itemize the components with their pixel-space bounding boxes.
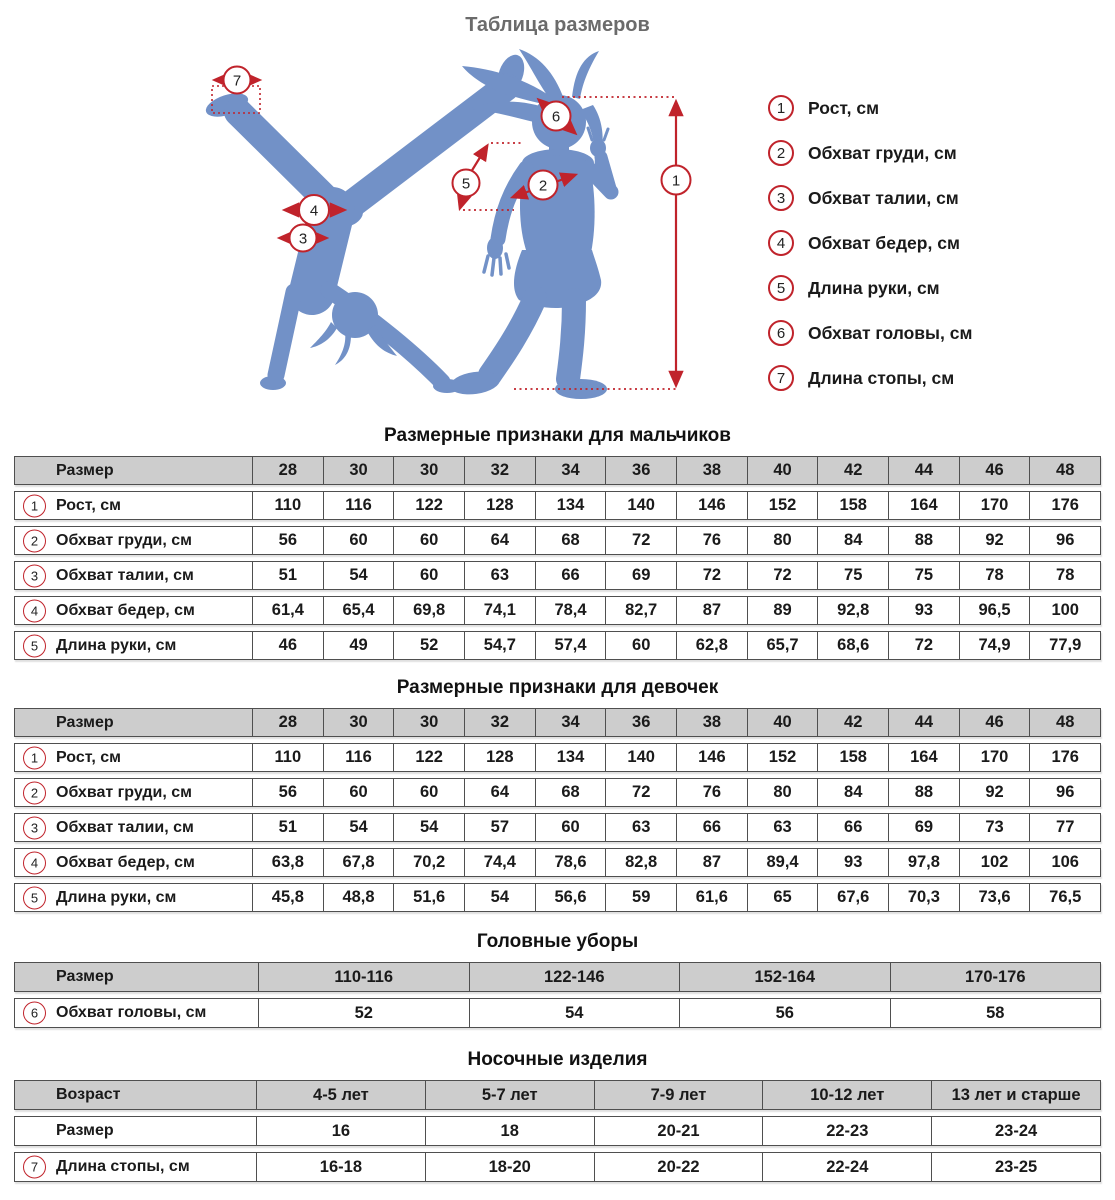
column-header-cell: 34 — [535, 457, 606, 484]
table-cell: 63 — [747, 814, 818, 841]
table-cell: 64 — [464, 527, 535, 554]
table-cell: 18-20 — [425, 1153, 594, 1181]
table-cell: 66 — [535, 562, 606, 589]
table-row — [14, 526, 1101, 555]
column-header-cell: 122-146 — [469, 963, 680, 991]
table-cell: 78,4 — [535, 597, 606, 624]
table-cell: 54 — [464, 884, 535, 911]
legend-item — [768, 320, 972, 346]
row-label: Размер — [56, 1122, 114, 1139]
table-cell: 96 — [1029, 527, 1100, 554]
table-cell: 100 — [1029, 597, 1100, 624]
column-header-cell: 36 — [605, 709, 676, 736]
marker-chest — [529, 171, 558, 200]
table-cell: 158 — [817, 492, 888, 519]
table-row — [14, 631, 1101, 660]
table-cell: 80 — [747, 527, 818, 554]
legend-label: Обхват талии, см — [808, 187, 959, 208]
table-cell: 72 — [605, 779, 676, 806]
table-cell: 146 — [676, 744, 747, 771]
row-label-cell — [15, 492, 252, 519]
row-marker-number: 3 — [23, 564, 46, 587]
table-cell: 69 — [888, 814, 959, 841]
table-cell: 51,6 — [393, 884, 464, 911]
legend-number: 5 — [768, 275, 794, 301]
column-header-cell: 5-7 лет — [425, 1081, 594, 1109]
row-label-cell — [15, 814, 252, 841]
table-cell: 84 — [817, 779, 888, 806]
table-header-row — [14, 708, 1101, 737]
table-cell: 65,4 — [323, 597, 394, 624]
table-header-row — [14, 962, 1101, 992]
table-cell: 70,3 — [888, 884, 959, 911]
table-cell: 87 — [676, 849, 747, 876]
legend-label: Рост, см — [808, 97, 880, 118]
table-cell: 18 — [425, 1117, 594, 1145]
table-cell: 63 — [464, 562, 535, 589]
row-label: Обхват груди, см — [56, 783, 192, 801]
table-cell: 96 — [1029, 779, 1100, 806]
legend-item — [768, 275, 972, 301]
table-row — [14, 596, 1101, 625]
table-cell: 48,8 — [323, 884, 394, 911]
table-cell: 78 — [959, 562, 1030, 589]
table-cell: 60 — [535, 814, 606, 841]
table-cell: 52 — [258, 999, 469, 1027]
table-row — [14, 813, 1101, 842]
column-header-cell: 32 — [464, 457, 535, 484]
table-cell: 56,6 — [535, 884, 606, 911]
table-cell: 110 — [252, 744, 323, 771]
table-cell: 134 — [535, 492, 606, 519]
table-cell: 72 — [676, 562, 747, 589]
table-cell: 122 — [393, 492, 464, 519]
table-row — [14, 1152, 1101, 1182]
table-cell: 82,7 — [605, 597, 676, 624]
table-cell: 59 — [605, 884, 676, 911]
row-marker-number: 6 — [23, 1002, 46, 1025]
row-label: Обхват головы, см — [56, 1004, 207, 1021]
table-cell: 78 — [1029, 562, 1100, 589]
column-header-cell: 110-116 — [258, 963, 469, 991]
table-cell: 54 — [323, 562, 394, 589]
table-cell: 92,8 — [817, 597, 888, 624]
row-label: Обхват талии, см — [56, 566, 194, 584]
table-cell: 140 — [605, 744, 676, 771]
table-cell: 134 — [535, 744, 606, 771]
table-cell: 92 — [959, 527, 1030, 554]
table-cell: 68 — [535, 527, 606, 554]
column-header-cell: 30 — [323, 709, 394, 736]
column-header-cell: 28 — [252, 457, 323, 484]
legend-label: Обхват груди, см — [808, 142, 957, 163]
legend-label: Обхват головы, см — [808, 322, 973, 343]
svg-text:4: 4 — [309, 202, 319, 220]
table-cell: 72 — [747, 562, 818, 589]
table-cell: 57 — [464, 814, 535, 841]
table-cell: 164 — [888, 744, 959, 771]
row-label: Рост, см — [56, 496, 121, 514]
column-header-cell: 44 — [888, 709, 959, 736]
row-marker-number: 4 — [23, 599, 46, 622]
socks-size-table — [14, 1080, 1101, 1182]
page-title: Таблица размеров — [465, 14, 650, 36]
headwear-size-table — [14, 962, 1101, 1028]
table-row — [14, 848, 1101, 877]
column-header-label: Размер — [56, 713, 114, 731]
table-cell: 82,8 — [605, 849, 676, 876]
table-cell: 146 — [676, 492, 747, 519]
table-cell: 75 — [888, 562, 959, 589]
row-label-cell — [15, 884, 252, 911]
svg-text:7: 7 — [232, 72, 242, 90]
table-cell: 23-25 — [931, 1153, 1100, 1181]
row-label-cell — [15, 597, 252, 624]
table-cell: 54 — [393, 814, 464, 841]
table-cell: 76 — [676, 779, 747, 806]
table-header-row — [14, 456, 1101, 485]
legend-label: Длина стопы, см — [808, 367, 955, 388]
row-marker-number: 1 — [23, 494, 46, 517]
row-label: Длина руки, см — [56, 636, 177, 654]
table-cell: 63,8 — [252, 849, 323, 876]
table-cell: 60 — [323, 527, 394, 554]
legend-item — [768, 95, 972, 121]
marker-arm-length — [453, 170, 480, 197]
column-header-cell: 36 — [605, 457, 676, 484]
table-cell: 68,6 — [817, 632, 888, 659]
table-cell: 46 — [252, 632, 323, 659]
table-cell: 23-24 — [931, 1117, 1100, 1145]
legend-label: Длина руки, см — [808, 277, 940, 298]
row-label: Обхват груди, см — [56, 531, 192, 549]
column-header-cell: 30 — [393, 457, 464, 484]
table-cell: 63 — [605, 814, 676, 841]
table-cell: 16 — [256, 1117, 425, 1145]
table-cell: 176 — [1029, 744, 1100, 771]
table-cell: 60 — [393, 562, 464, 589]
column-header-cell: 42 — [817, 709, 888, 736]
table-cell: 60 — [393, 779, 464, 806]
table-row — [14, 778, 1101, 807]
row-marker-number: 2 — [23, 529, 46, 552]
table-cell: 70,2 — [393, 849, 464, 876]
column-header-cell: 32 — [464, 709, 535, 736]
column-header-label: Размер — [56, 968, 114, 985]
marker-hips — [299, 195, 329, 225]
table-header-row — [14, 1080, 1101, 1110]
table-cell: 74,4 — [464, 849, 535, 876]
table-cell: 56 — [252, 527, 323, 554]
table-cell: 20-21 — [594, 1117, 763, 1145]
table-cell: 65 — [747, 884, 818, 911]
column-header-cell: 152-164 — [679, 963, 890, 991]
column-header-cell: 40 — [747, 457, 818, 484]
legend-number: 3 — [768, 185, 794, 211]
marker-height — [662, 166, 691, 195]
marker-waist — [290, 225, 317, 252]
table-cell: 93 — [888, 597, 959, 624]
table-cell: 60 — [605, 632, 676, 659]
table-cell: 110 — [252, 492, 323, 519]
legend-item — [768, 365, 972, 391]
table-cell: 170 — [959, 744, 1030, 771]
column-header-cell: 38 — [676, 709, 747, 736]
column-header-cell: 30 — [393, 709, 464, 736]
table-cell: 20-22 — [594, 1153, 763, 1181]
row-label-cell — [15, 562, 252, 589]
socks-section-title: Носочные изделия — [467, 1049, 648, 1070]
table-cell: 60 — [323, 779, 394, 806]
column-header-cell: 7-9 лет — [594, 1081, 763, 1109]
table-cell: 76,5 — [1029, 884, 1100, 911]
row-label: Обхват талии, см — [56, 818, 194, 836]
table-cell: 84 — [817, 527, 888, 554]
table-cell: 152 — [747, 744, 818, 771]
table-cell: 57,4 — [535, 632, 606, 659]
row-label-cell — [15, 527, 252, 554]
table-cell: 68 — [535, 779, 606, 806]
legend-number: 4 — [768, 230, 794, 256]
table-cell: 51 — [252, 814, 323, 841]
column-header-cell: 34 — [535, 709, 606, 736]
legend-number: 6 — [768, 320, 794, 346]
table-cell: 170 — [959, 492, 1030, 519]
row-marker-number: 2 — [23, 781, 46, 804]
row-label: Рост, см — [56, 748, 121, 766]
table-cell: 56 — [679, 999, 890, 1027]
table-cell: 96,5 — [959, 597, 1030, 624]
table-cell: 78,6 — [535, 849, 606, 876]
table-cell: 61,4 — [252, 597, 323, 624]
column-header-label: Размер — [56, 461, 114, 479]
table-cell: 80 — [747, 779, 818, 806]
column-header-cell: 28 — [252, 709, 323, 736]
marker-head — [542, 102, 571, 131]
table-cell: 128 — [464, 492, 535, 519]
table-cell: 61,6 — [676, 884, 747, 911]
row-marker-number: 5 — [23, 634, 46, 657]
table-cell: 64 — [464, 779, 535, 806]
measurements-legend — [768, 95, 972, 410]
table-cell: 140 — [605, 492, 676, 519]
svg-text:1: 1 — [671, 172, 681, 190]
table-cell: 45,8 — [252, 884, 323, 911]
svg-text:6: 6 — [551, 108, 561, 126]
table-cell: 88 — [888, 779, 959, 806]
table-cell: 87 — [676, 597, 747, 624]
column-header-cell: 46 — [959, 709, 1030, 736]
column-header-cell: 30 — [323, 457, 394, 484]
table-cell: 152 — [747, 492, 818, 519]
svg-text:3: 3 — [298, 230, 308, 248]
table-cell: 54,7 — [464, 632, 535, 659]
table-cell: 76 — [676, 527, 747, 554]
column-header-cell: 4-5 лет — [256, 1081, 425, 1109]
table-cell: 122 — [393, 744, 464, 771]
table-cell: 65,7 — [747, 632, 818, 659]
column-header-label: Возраст — [56, 1086, 121, 1103]
row-label: Обхват бедер, см — [56, 601, 195, 619]
table-cell: 67,8 — [323, 849, 394, 876]
row-label-cell — [15, 779, 252, 806]
column-header-cell: 40 — [747, 709, 818, 736]
row-label: Длина руки, см — [56, 888, 177, 906]
table-cell: 51 — [252, 562, 323, 589]
legend-item — [768, 185, 972, 211]
legend-item — [768, 140, 972, 166]
row-label-cell — [15, 1117, 256, 1145]
table-cell: 69 — [605, 562, 676, 589]
table-cell: 77,9 — [1029, 632, 1100, 659]
table-cell: 116 — [323, 492, 394, 519]
table-cell: 56 — [252, 779, 323, 806]
figures-panel — [14, 42, 1101, 418]
boys-section-title: Размерные признаки для мальчиков — [384, 425, 731, 446]
row-label-cell — [15, 1153, 256, 1181]
table-cell: 72 — [888, 632, 959, 659]
table-cell: 89,4 — [747, 849, 818, 876]
column-header-cell: 46 — [959, 457, 1030, 484]
table-row — [14, 491, 1101, 520]
row-label: Обхват бедер, см — [56, 853, 195, 871]
table-cell: 97,8 — [888, 849, 959, 876]
row-marker-number: 5 — [23, 886, 46, 909]
column-header-cell: 42 — [817, 457, 888, 484]
table-cell: 74,1 — [464, 597, 535, 624]
table-cell: 62,8 — [676, 632, 747, 659]
measurement-figures — [14, 42, 774, 418]
column-header-cell: 38 — [676, 457, 747, 484]
table-cell: 49 — [323, 632, 394, 659]
table-cell: 164 — [888, 492, 959, 519]
column-header-cell: 44 — [888, 457, 959, 484]
legend-number: 2 — [768, 140, 794, 166]
table-cell: 52 — [393, 632, 464, 659]
row-label-cell — [15, 999, 258, 1027]
column-header-cell: 48 — [1029, 457, 1100, 484]
marker-foot-length — [224, 67, 251, 94]
table-row — [14, 883, 1101, 912]
legend-number: 1 — [768, 95, 794, 121]
table-cell: 72 — [605, 527, 676, 554]
column-header-cell: 48 — [1029, 709, 1100, 736]
legend-item — [768, 230, 972, 256]
table-cell: 74,9 — [959, 632, 1030, 659]
table-cell: 106 — [1029, 849, 1100, 876]
table-row — [14, 743, 1101, 772]
table-row — [14, 1116, 1101, 1146]
row-label-cell — [15, 744, 252, 771]
table-cell: 22-23 — [762, 1117, 931, 1145]
row-marker-number: 3 — [23, 816, 46, 839]
table-cell: 73 — [959, 814, 1030, 841]
table-cell: 75 — [817, 562, 888, 589]
table-cell: 66 — [676, 814, 747, 841]
table-row — [14, 998, 1101, 1028]
row-marker-number: 4 — [23, 851, 46, 874]
table-cell: 73,6 — [959, 884, 1030, 911]
table-cell: 54 — [469, 999, 680, 1027]
table-cell: 60 — [393, 527, 464, 554]
svg-text:5: 5 — [461, 175, 471, 193]
column-header-cell: 170-176 — [890, 963, 1101, 991]
table-row — [14, 561, 1101, 590]
row-marker-number: 7 — [23, 1156, 46, 1179]
legend-number: 7 — [768, 365, 794, 391]
table-cell: 128 — [464, 744, 535, 771]
boy-silhouette — [203, 51, 529, 393]
table-cell: 116 — [323, 744, 394, 771]
row-label-cell — [15, 849, 252, 876]
headwear-section-title: Головные уборы — [476, 931, 639, 952]
table-cell: 16-18 — [256, 1153, 425, 1181]
row-label-cell — [15, 632, 252, 659]
girls-section-title: Размерные признаки для девочек — [396, 677, 719, 698]
column-header-cell: 13 лет и старше — [931, 1081, 1100, 1109]
table-cell: 89 — [747, 597, 818, 624]
table-cell: 54 — [323, 814, 394, 841]
table-cell: 158 — [817, 744, 888, 771]
table-cell: 77 — [1029, 814, 1100, 841]
table-cell: 93 — [817, 849, 888, 876]
row-label: Длина стопы, см — [56, 1158, 190, 1175]
table-cell: 92 — [959, 779, 1030, 806]
table-cell: 69,8 — [393, 597, 464, 624]
boys-size-table — [14, 456, 1101, 660]
column-header-cell: 10-12 лет — [762, 1081, 931, 1109]
table-cell: 67,6 — [817, 884, 888, 911]
legend-label: Обхват бедер, см — [808, 232, 960, 253]
row-marker-number: 1 — [23, 746, 46, 769]
table-cell: 58 — [890, 999, 1101, 1027]
table-cell: 22-24 — [762, 1153, 931, 1181]
svg-text:2: 2 — [538, 177, 548, 195]
table-cell: 88 — [888, 527, 959, 554]
table-cell: 66 — [817, 814, 888, 841]
table-cell: 176 — [1029, 492, 1100, 519]
girls-size-table — [14, 708, 1101, 912]
table-cell: 102 — [959, 849, 1030, 876]
